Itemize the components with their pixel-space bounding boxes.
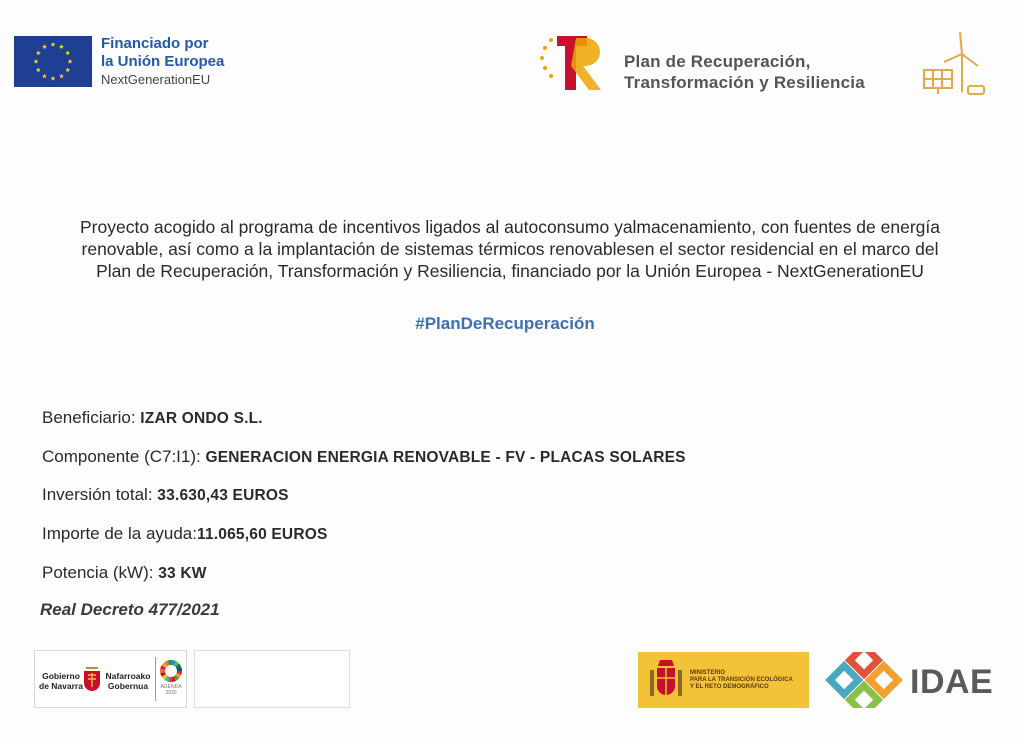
prtr-title (624, 51, 865, 93)
description-line2: renovable, así como a la implantación de sistemas térmicos renovablesen el sector residencial en el marco del (81, 239, 939, 259)
agenda-2030-wheel-icon (159, 659, 183, 683)
blank-logo-box (194, 650, 350, 708)
eu-star (36, 50, 41, 55)
inversion-value: 33.630,43 EUROS (157, 487, 289, 504)
eu-flag-logo (14, 36, 92, 87)
potencia-label: Potencia (kW): (42, 563, 154, 582)
eu-line3: NextGenerationEU (101, 72, 211, 87)
navarra-line2a: Nafarroako (105, 671, 151, 681)
eu-star (65, 67, 70, 72)
navarra-eu-label (103, 671, 153, 691)
potencia-row (42, 563, 207, 583)
beneficiario-label: Beneficiario: (42, 408, 136, 427)
ministerio-line2: PARA LA TRANSICIÓN ECOLÓGICA (690, 677, 793, 683)
idae-logo-mark (824, 652, 904, 708)
inversion-label: Inversión total: (42, 485, 153, 504)
prtr-logo-mark (537, 34, 609, 94)
navarra-es-label (39, 671, 83, 691)
eu-line2: la Unión Europea (101, 53, 225, 70)
ministerio-line3: Y EL RETO DEMOGRÁFICO (690, 684, 769, 690)
eu-star (42, 44, 47, 49)
inversion-row (42, 485, 289, 505)
project-description (30, 216, 990, 282)
componente-value: GENERACION ENERGIA RENOVABLE - FV - PLACAS SOLARES (205, 449, 686, 466)
prtr-line1: Plan de Recuperación, (624, 52, 811, 71)
ministerio-line1: MINISTERIO (690, 670, 726, 676)
eu-star (36, 67, 41, 72)
eu-stars-icon (14, 36, 92, 87)
eu-line1: Financiado por (101, 35, 209, 52)
importe-row (42, 524, 328, 544)
beneficiario-row (42, 408, 263, 428)
eu-star (68, 59, 73, 64)
renewable-energy-icon (920, 30, 990, 100)
navarra-shield-icon (83, 665, 101, 693)
prtr-line2: Transformación y Resiliencia (624, 73, 865, 92)
potencia-value: 33 KW (158, 565, 207, 582)
navarra-line1a: Gobierno (42, 671, 80, 681)
beneficiario-value: IZAR ONDO S.L. (140, 410, 263, 427)
navarra-line1b: de Navarra (39, 681, 83, 691)
componente-row (42, 447, 686, 467)
description-line3: Plan de Recuperación, Transformación y Resiliencia, financiado por la Unión Europea - NextGenerationEU (96, 261, 924, 281)
agenda-2030-label: AGENDA 2030 (160, 684, 182, 696)
eu-funding-label (101, 35, 224, 89)
eu-star (59, 74, 64, 79)
componente-label: Componente (C7:I1): (42, 447, 201, 466)
navarra-divider (155, 657, 156, 701)
navarra-line2b: Gobernua (107, 681, 149, 691)
description-line1: Proyecto acogido al programa de incentivos ligados al autoconsumo yalmacenamiento, con fuentes de energía (80, 217, 940, 237)
eu-star (42, 74, 47, 79)
idae-label: IDAE (910, 663, 994, 701)
importe-label: Importe de la ayuda: (42, 524, 197, 543)
hashtag: #PlanDeRecuperación (415, 314, 595, 333)
importe-value: 11.065,60 EUROS (196, 526, 328, 543)
real-decreto: Real Decreto 477/2021 (40, 600, 220, 619)
eu-star (65, 50, 70, 55)
spain-coat-of-arms-icon (648, 658, 684, 702)
ministerio-logo (638, 652, 809, 708)
eu-star (51, 76, 56, 81)
ministerio-name (690, 670, 805, 691)
eu-star (34, 59, 39, 64)
gobierno-navarra-logo (34, 650, 187, 708)
eu-star (51, 42, 56, 47)
eu-star (59, 44, 64, 49)
